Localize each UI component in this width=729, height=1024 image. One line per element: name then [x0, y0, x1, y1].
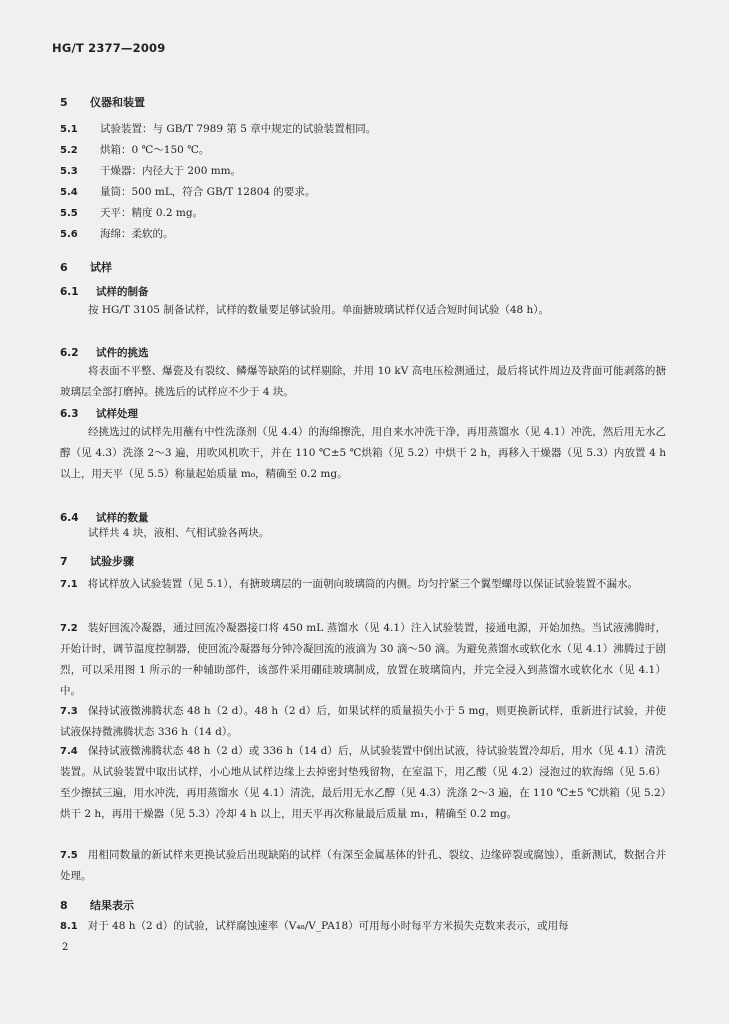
clause-6-1-heading: 6.1 试样的制备 — [60, 286, 149, 298]
clause-5-3: 5.3 干燥器：内径大于 200 mm。 — [60, 165, 242, 177]
section-title: 仪器和装置 — [90, 96, 145, 109]
clause-6-3-heading: 6.3 试样处理 — [60, 408, 138, 420]
clause-7-3: 7.3 保持试液微沸腾状态 48 h（2 d）。48 h（2 d）后，如果试样的质量损失小于 5 mg，则更换新试样，重新进行试验，并使试液保持微沸腾状态 336 h（14 d）。 — [60, 705, 666, 738]
clause-6-4-heading: 6.4 试样的数量 — [60, 512, 149, 524]
clause-7-1: 7.1 将试样放入试验装置（见 5.1），有搪玻璃层的一面朝向玻璃筒的内侧。均匀拧紧三个翼型螺母以保证试验装置不漏水。 — [60, 578, 639, 590]
clause-5-4: 5.4 量筒：500 mL，符合 GB/T 12804 的要求。 — [60, 186, 316, 198]
clause-5-6: 5.6 海绵：柔软的。 — [60, 228, 174, 240]
clause-6-3-text: 经挑选过的试样先用蘸有中性洗涤剂（见 4.4）的海绵擦洗，用自来水冲洗干净，再用蒸馏水（见 4.1）冲洗，然后用无水乙醇（见 4.3）洗涤 2～3 遍，用吹风机吹干，并在 110 ℃±5 ℃烘箱（见 5.2）中烘干 2 h，再移入干燥器（见 5.3）内放置 4 h 以上，用天平（见 5.5）称量起始质量 m₀，精确至 0.2 mg。 — [60, 426, 666, 480]
clause-5-5: 5.5 天平：精度 0.2 mg。 — [60, 207, 204, 219]
clause-6-2-text: 将表面不平整、爆瓷及有裂纹、鳞爆等缺陷的试样剔除，并用 10 kV 高电压检测通过，最后将试件周边及背面可能剥落的搪玻璃层全部打磨掉。挑选后的试样应不少于 4 块。 — [60, 365, 666, 398]
section-number: 5 — [60, 96, 68, 109]
clause-7-2: 7.2 装好回流冷凝器，通过回流冷凝器接口将 450 mL 蒸馏水（见 4.1）注入试验装置，接通电源，开始加热。当试液沸腾时，开始计时，调节温度控制器，使回流冷凝器每分钟冷凝回流的液滴为 30 滴～50 滴。为避免蒸馏水或软化水（见 4.1）沸腾过于剧烈，可以采用图 1 所示的一种辅助部件，该部件采用硼硅玻璃制成，放置在玻璃筒内，并完全浸入到蒸馏水或软化水（见 4.1）中。 — [60, 622, 666, 697]
clause-5-1: 5.1 试验装置：与 GB/T 7989 第 5 章中规定的试验装置相同。 — [60, 123, 377, 135]
section-7-heading: 7 试验步骤 — [60, 555, 134, 568]
standard-header: HG/T 2377—2009 — [52, 41, 166, 55]
clause-6-1-text: 按 HG/T 3105 制备试样，试样的数量要足够试验用。单面搪玻璃试样仅适合短时间试验（48 h）。 — [88, 304, 550, 316]
clause-7-5: 7.5 用相同数量的新试样来更换试验后出现缺陷的试样（有深至金属基体的针孔、裂纹、边缘碎裂或腐蚀），重新测试，数据合并处理。 — [60, 849, 666, 882]
section-6-heading: 6 试样 — [60, 261, 112, 274]
clause-6-2-heading: 6.2 试件的挑选 — [60, 347, 149, 359]
section-5-heading — [60, 94, 145, 110]
page-number: 2 — [62, 942, 69, 953]
section-8-heading: 8 结果表示 — [60, 899, 134, 912]
clause-8-1: 8.1 对于 48 h（2 d）的试验，试样腐蚀速率（V₄₈/V_PA18）可用每小时每平方米损失克数来表示，或用每 — [60, 920, 569, 932]
clause-6-4-text: 试样共 4 块，液相、气相试验各两块。 — [88, 527, 270, 539]
clause-5-2: 5.2 烘箱：0 ℃～150 ℃。 — [60, 144, 210, 156]
clause-7-4: 7.4 保持试液微沸腾状态 48 h（2 d）或 336 h（14 d）后，从试验装置中倒出试液，待试验装置冷却后，用水（见 4.1）清洗装置。从试验装置中取出试样，小心地从试样边缘上去掉密封垫残留物，在室温下，用乙酸（见 4.2）浸泡过的软海绵（见 5.6）至少擦拭三遍，用水冲洗，再用蒸馏水（见 4.1）清洗，最后用无水乙醇（见 4.3）洗涤 2～3 遍，在 110 ℃±5 ℃烘箱（见 5.2）烘干 2 h，再用干燥器（见 5.3）冷却 4 h 以上，用天平再次称量最后质量 m₁，精确至 0.2 mg。 — [60, 745, 666, 820]
